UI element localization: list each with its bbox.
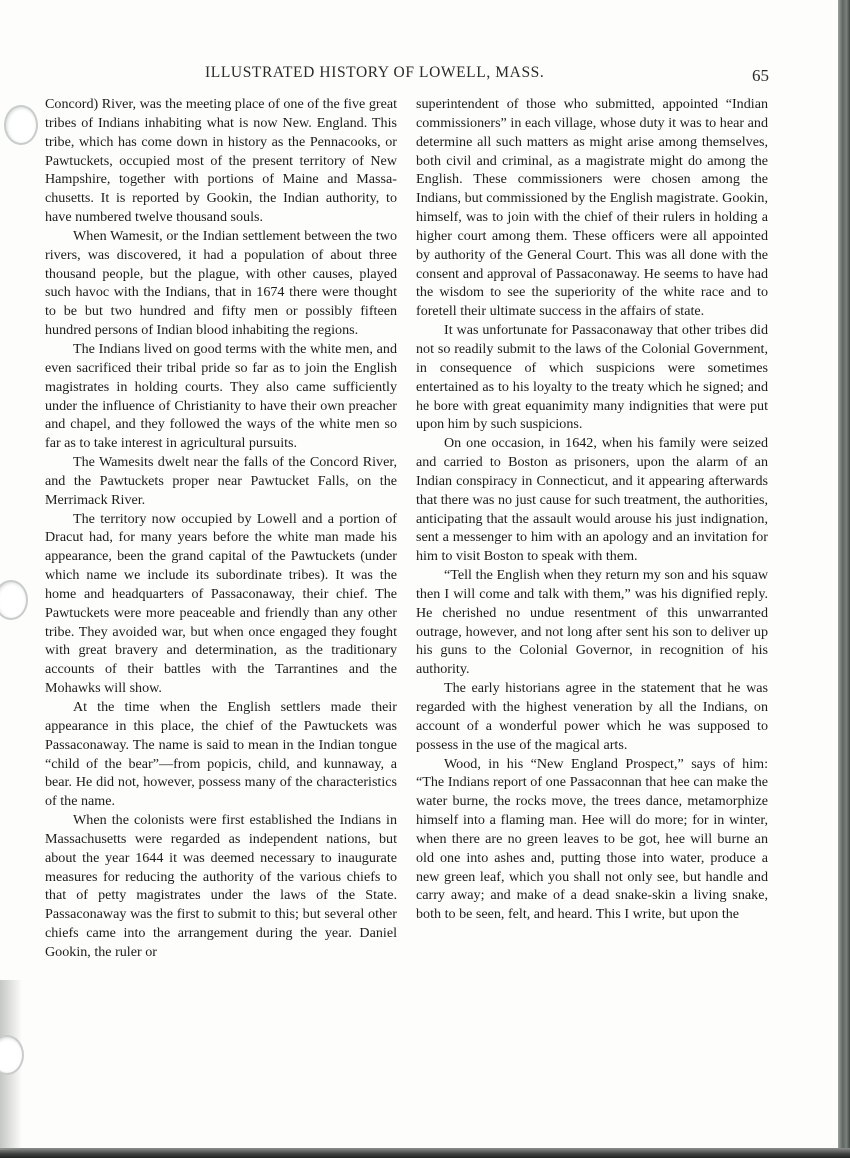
paragraph: The Indians lived on good terms with the white men, and even sacrificed their tribal pride so far as to join the English magistrates in holding courts. They also came sufficiently under the influence of Christianity to have their own preacher and chapel, and they followed the ways of the white men so far as to take interest in agricultural pursuits. bbox=[45, 340, 397, 452]
page-edge-shadow-bottom bbox=[0, 1148, 850, 1158]
page-number: 65 bbox=[752, 66, 769, 85]
paragraph: When the colonists were first established the Indians in Massachusetts were regarded as independent nations, but about the year 1644 it was deemed necessary to inaugurate measures for reducing the authority of the various chiefs to that of petty magistrates under the laws of the State. Passaconaway was the first to submit to this; but several other chiefs came into the arrangement during the year. Daniel Gookin, the ruler or bbox=[45, 812, 397, 960]
paragraph: When Wamesit, or the Indian settlement between the two rivers, was discovered, it had a population of about three thousand people, but the plague, with other causes, played such havoc with the Indians, that in 1674 there were thought to be but two hundred and fifty men or possibly fifteen hundred persons of Indian blood inhabiting the regions. bbox=[45, 227, 397, 339]
text-column-right bbox=[416, 95, 768, 924]
page-edge-shadow-right bbox=[838, 0, 850, 1158]
paragraph: On one occasion, in 1642, when his family were seized and carried to Boston as prisoners, upon the alarm of an Indian conspiracy in Connecticut, and it appearing afterwards that there was no just cause for such treatment, the authorities, anticipating that the assault would arouse his just indignation, sent a messenger to him with an apology and an invitation for him to visit Boston to speak with them. bbox=[416, 435, 768, 565]
paragraph: The Wamesits dwelt near the falls of the Concord River, and the Pawtuckets proper near Pawtucket Falls, on the Merrimack River. bbox=[45, 454, 397, 508]
paragraph: The early historians agree in the statement that he was regarded with the highest veneration by all the Indians, on account of a wonderful power which he was supposed to possess in the use of the magical arts. bbox=[416, 680, 768, 753]
punch-hole-icon bbox=[0, 580, 28, 620]
paragraph: At the time when the English settlers made their appearance in this place, the chief of the Pawtuckets was Passaconaway. The name is said to mean in the Indian tongue “child of the bear”—from popicis, child, and kunnaway, a bear. He did not, however, possess many of the characteristics of the name. bbox=[45, 699, 397, 810]
paragraph: “Tell the English when they return my son and his squaw then I will come and talk with them,” was his dignified reply. He cherished no undue resentment of this unwarranted outrage, however, and not long after sent his son to deliver up his guns to the Colonial Governor, in recognition of his authority. bbox=[416, 567, 768, 678]
running-title: ILLUSTRATED HISTORY OF LOWELL, MASS. bbox=[205, 64, 545, 81]
punch-hole-icon bbox=[4, 105, 38, 145]
page-header bbox=[0, 60, 850, 90]
paragraph: Concord) River, was the meeting place of one of the five great tribes of Indians inhabiting what is now New. England. This tribe, which has come down in history as the Pennacooks, or Pawtuckets, occupied most of the present territory of New Hampshire, together with portions of Maine and Massachusetts. It is reported by Gookin, the Indian authority, to have numbered twelve thousand souls. bbox=[45, 96, 397, 226]
paragraph: It was unfortunate for Passaconaway that other tribes did not so readily submit to the laws of the Colonial Government, in consequence of which suspicions were sometimes entertained as to his loyalty to the treaty which he signed; and he bore with great equanimity many indignities that were put upon him by such suspicions. bbox=[416, 322, 768, 433]
paragraph: superintendent of those who submitted, appointed “Indian commissioners” in each village, whose duty it was to hear and determine all such matters as might arise among themselves, both civil and criminal, as a magistrate might do among the English. These commissioners were chosen among the Indians, but commissioned by the English magistrate. Gookin, himself, was to join with the chief of their rulers in holding a higher court among them. These officers were all appointed by authority of the General Court. This was all done with the consent and approval of Passaconaway. He seems to have had the wisdom to see the superiority of the white race and to foretell their ultimate success in the affairs of state. bbox=[416, 96, 768, 320]
paragraph: The territory now occupied by Lowell and a portion of Dracut had, for many years before the white man made his appearance, been the grand capital of the Pawtuckets (under which name we include its subordinate tribes). It was the home and headquarters of Passaconaway, their chief. The Pawtuckets were more peaceable and friendly than any other tribe. They avoided war, but when once engaged they fought with great bravery and determination, as the traditionary accounts of their battles with the Tarrantines and the Mohawks will show. bbox=[45, 510, 397, 697]
paragraph: Wood, in his “New England Prospect,” says of him: “The Indians report of one Passaconnan that hee can make the water burne, the rocks move, the trees dance, metamorphize himself into a flaming man. Hee will do more; for in winter, when there are no green leaves to be got, hee will burne an old one into ashes and, putting those into water, produce a new green leaf, which you shall not only see, but handle and carry away; and make of a dead snake-skin a living snake, both to be seen, felt, and heard. This I write, but upon the bbox=[416, 755, 768, 923]
text-column-left bbox=[45, 95, 397, 962]
